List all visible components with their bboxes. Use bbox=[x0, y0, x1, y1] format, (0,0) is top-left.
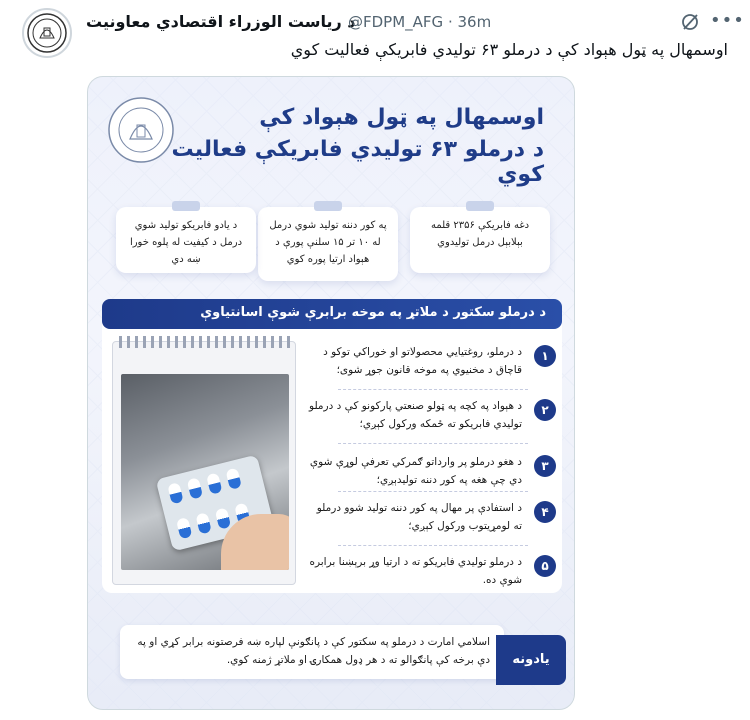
seal-icon bbox=[26, 12, 68, 54]
poster-title-line1: اوسمهال په ټول هېواد کې bbox=[259, 105, 544, 130]
card-tab bbox=[466, 201, 494, 211]
medicine-photo bbox=[121, 374, 289, 570]
pill-capsule bbox=[167, 482, 183, 504]
grok-icon[interactable] bbox=[680, 12, 700, 32]
tweet-text: اوسمهال په ټول هېواد کې د درملو ۶۳ توليدي فابريکې فعالیت کوي bbox=[290, 40, 728, 59]
item-text: د هغو درملو پر وارداتو ګمرکي تعرفې لوړې شوې دي چې هغه په کور دننه توليدېږي؛ bbox=[309, 456, 522, 486]
list-item bbox=[306, 397, 556, 433]
list-item bbox=[306, 499, 556, 535]
pill-capsule bbox=[206, 472, 222, 494]
item-divider bbox=[338, 491, 528, 492]
poster-title-line2: د درملو ۶۳ توليدي فابريکې فعاليت کوي bbox=[171, 137, 544, 187]
section-title: د درملو سکتور د ملاتړ په موخه برابرې شوې اسانتياوې bbox=[102, 299, 562, 329]
stat-card-domestic-need bbox=[258, 207, 398, 281]
note-text: اسلامي امارت د درملو په سکتور کې د پانګونې لپاره ښه فرصتونه برابر کړي او په دې برخه کې پانګوالو ته د هر ډول همکارۍ او ملاتړ ژمنه کوي. bbox=[120, 625, 504, 679]
spiral-binding bbox=[119, 336, 291, 348]
list-item bbox=[306, 453, 556, 489]
item-number: ۳ bbox=[534, 455, 556, 477]
display-name[interactable]: د ریاست الوزراء اقتصادي معاونیت bbox=[86, 12, 356, 31]
pill-capsule bbox=[215, 507, 231, 529]
pill-capsule bbox=[176, 517, 192, 539]
stat-text: په کور دننه توليد شوي درمل له ۱۰ تر ۱۵ سلنې پورې د هېواد ارتيا پوره کوي bbox=[269, 220, 387, 265]
item-number: ۵ bbox=[534, 555, 556, 577]
item-divider bbox=[338, 389, 528, 390]
item-divider bbox=[338, 443, 528, 444]
card-tab bbox=[314, 201, 342, 211]
stat-text: دغه فابريکې ۲۳۵۶ قلمه بېلابېل درمل توليدوي bbox=[430, 220, 530, 248]
pill-capsule bbox=[195, 512, 211, 534]
note-label: يادونه bbox=[496, 635, 566, 685]
pill-capsule bbox=[225, 468, 241, 490]
item-number: ۲ bbox=[534, 399, 556, 421]
more-options-icon[interactable]: ••• bbox=[710, 10, 745, 31]
item-divider bbox=[338, 545, 528, 546]
avatar[interactable] bbox=[22, 8, 72, 58]
notepad-illustration bbox=[112, 341, 296, 585]
list-item bbox=[306, 553, 556, 589]
tweet-header bbox=[0, 6, 750, 36]
list-item bbox=[306, 343, 556, 379]
item-text: د استفادې پر مهال په کور دننه توليد شوو درملو ته لومړيتوب ورکول کېږي؛ bbox=[316, 502, 522, 532]
stat-card-quality bbox=[116, 207, 256, 273]
pill-capsule bbox=[187, 477, 203, 499]
poster-image[interactable] bbox=[87, 76, 575, 710]
stat-card-factories bbox=[410, 207, 550, 273]
item-number: ۱ bbox=[534, 345, 556, 367]
card-tab bbox=[172, 201, 200, 211]
item-text: د هېواد په کچه په ټولو صنعتي پارکونو کې د درملو توليدي فابريکو ته ځمکه ورکول کېږي؛ bbox=[309, 400, 522, 430]
handle-and-time[interactable]: @FDPM_AFG · 36m bbox=[348, 13, 492, 31]
item-text: د درملو، روغتيايي محصولاتو او خوراکي توکو د قاچاق د مخنيوي په موخه قانون جوړ شوی؛ bbox=[323, 346, 522, 376]
item-number: ۴ bbox=[534, 501, 556, 523]
item-text: د درملو توليدي فابريکو ته د ارتيا وړ برېښنا برابره شوې ده. bbox=[309, 556, 522, 586]
stat-text: د يادو فابريکو توليد شوي درمل د کيفيت له پلوه خورا ښه دي bbox=[129, 220, 243, 265]
